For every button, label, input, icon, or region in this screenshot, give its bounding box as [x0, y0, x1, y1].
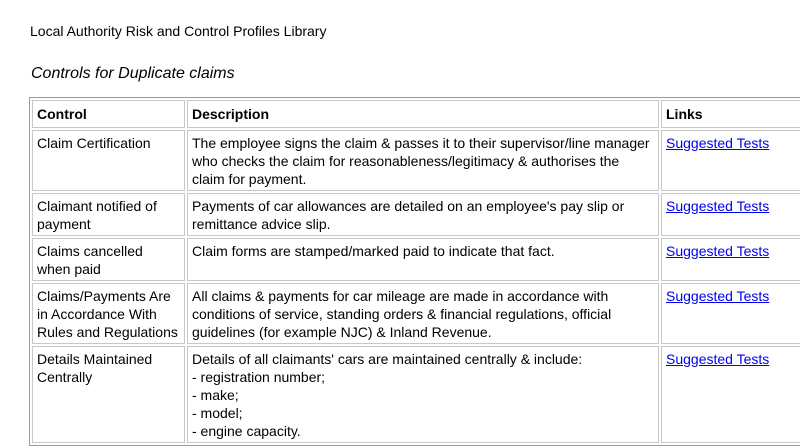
- suggested-tests-link[interactable]: Suggested Tests: [666, 351, 770, 367]
- table-row: [32, 193, 800, 236]
- control-description: The employee signs the claim & passes it to their supervisor/line manager who checks the claim for reasonableness/legitimacy & authorises the claim for payment.: [187, 130, 659, 191]
- controls-table: [29, 97, 800, 446]
- page-heading: Controls for Duplicate claims: [31, 65, 235, 82]
- description-line: Details of all claimants' cars are maintained centrally & include:: [192, 351, 583, 367]
- control-name: Claims/Payments Are in Accordance With Rules and Regulations: [32, 283, 185, 344]
- control-description: All claims & payments for car mileage are made in accordance with conditions of service, standing orders & financial regulations, official guidelines (for example NJC) & Inland Revenue.: [187, 283, 659, 344]
- site-title: Local Authority Risk and Control Profiles Library: [30, 23, 327, 39]
- table-row: [32, 346, 800, 443]
- description-line: - registration number;: [192, 369, 326, 385]
- column-header-control: Control: [32, 100, 185, 128]
- links-cell: [661, 283, 800, 344]
- description-line: - engine capacity.: [192, 423, 301, 439]
- column-header-links: Links: [661, 100, 800, 128]
- description-line: - make;: [192, 387, 239, 403]
- table-row: [32, 283, 800, 344]
- control-description: Claim forms are stamped/marked paid to indicate that fact.: [187, 238, 659, 281]
- table-row: [32, 238, 800, 281]
- suggested-tests-link[interactable]: Suggested Tests: [666, 288, 770, 304]
- links-cell: [661, 130, 800, 191]
- suggested-tests-link[interactable]: Suggested Tests: [666, 243, 770, 259]
- control-name: Claims cancelled when paid: [32, 238, 185, 281]
- control-name: Details Maintained Centrally: [32, 346, 185, 443]
- suggested-tests-link[interactable]: Suggested Tests: [666, 135, 770, 151]
- control-name: Claimant notified of payment: [32, 193, 185, 236]
- links-cell: [661, 238, 800, 281]
- table-row: [32, 130, 800, 191]
- suggested-tests-link[interactable]: Suggested Tests: [666, 198, 770, 214]
- links-cell: [661, 346, 800, 443]
- table-header-row: [32, 100, 800, 128]
- control-description: Payments of car allowances are detailed on an employee's pay slip or remittance advice slip.: [187, 193, 659, 236]
- column-header-description: Description: [187, 100, 659, 128]
- control-description: [187, 346, 659, 443]
- links-cell: [661, 193, 800, 236]
- description-line: - model;: [192, 405, 243, 421]
- control-name: Claim Certification: [32, 130, 185, 191]
